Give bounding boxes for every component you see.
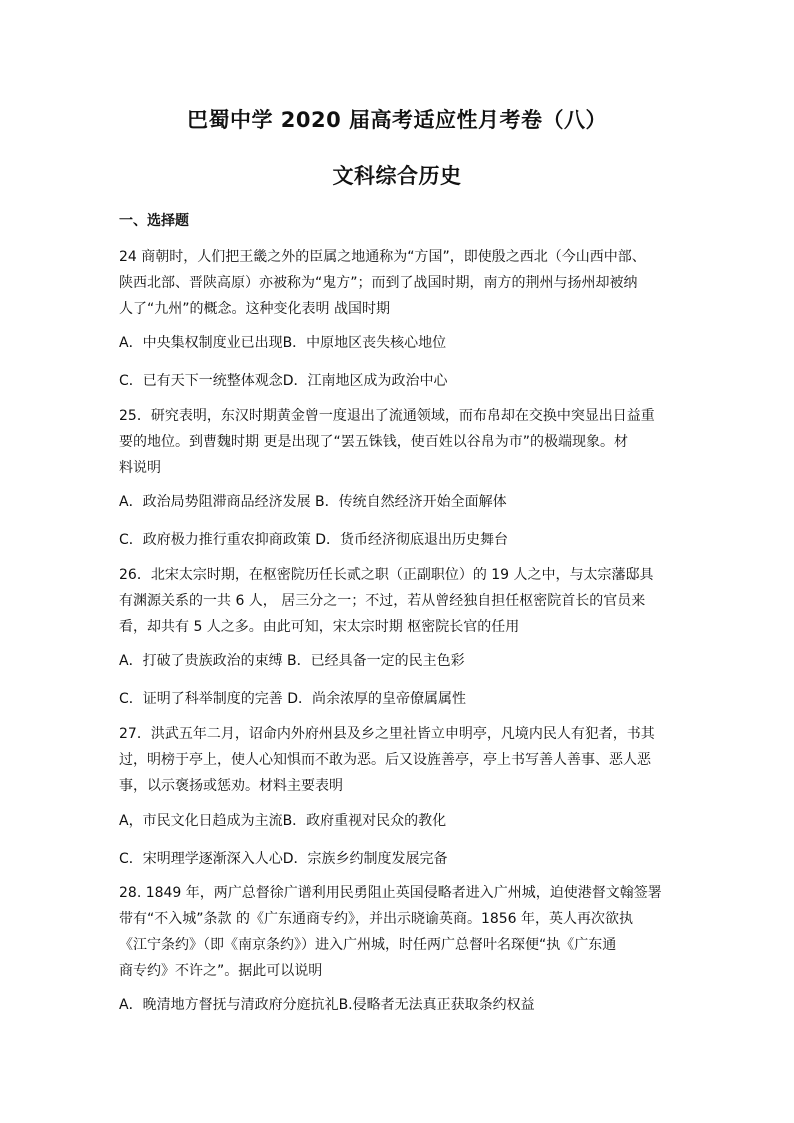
stem-line: 26．北宋太宗时期，在枢密院历任长贰之职（正副职位）的 19 人之中，与太宗藩邸具: [119, 567, 654, 583]
stem-line: 陕西北部、晋陕高原）亦被称为“鬼方”；而到了战国时期，南方的荆州与扬州却被纳: [119, 275, 638, 291]
stem-line: 人了“九州”的概念。这种变化表明 战国时期: [119, 301, 390, 317]
question-25-option-ab: A．政治局势阻滞商品经济发展 B．传统自然经济开始全面解体: [119, 494, 507, 510]
stem-line: 24 商朝时，人们把王畿之外的臣属之地通称为“方国”，即使殷之西北（今山西中部、: [119, 249, 646, 265]
stem-line: 25．研究表明，东汉时期黄金曾一度退出了流通领域，而布帛却在交换中突显出日益重: [119, 408, 655, 424]
stem-line: 有渊源关系的一共 6 人， 居三分之一；不过，若从曾经独自担任枢密院首长的官员来: [119, 593, 646, 609]
page-title: 巴蜀中学 2020 届高考适应性月考卷（八）: [186, 108, 608, 132]
question-26-stem: [119, 562, 684, 640]
stem-line: 过，明榜于亭上，使人心知惧而不敢为恶。后又设旌善亭，亭上书写善人善事、恶人恶: [119, 752, 651, 768]
question-24-option-cd: C．已有天下一统整体观念D．江南地区成为政治中心: [119, 373, 448, 389]
stem-line: 料说明: [119, 460, 161, 476]
stem-line: 要的地位。到曹魏时期 更是出现了“罢五铢钱，使百姓以谷帛为市”的极端现象。材: [119, 434, 628, 450]
stem-line: 27．洪武五年二月，诏命内外府州县及乡之里社皆立申明亭，凡境内民人有犯者，书其: [119, 726, 655, 742]
question-28-option-ab: A．晚清地方督抚与清政府分庭抗礼B.侵略者无法真正获取条约权益: [119, 997, 535, 1013]
question-25-stem: [119, 403, 684, 481]
question-27-stem: [119, 721, 684, 799]
question-26-option-cd: C．证明了科举制度的完善 D．尚余浓厚的皇帝僚属属性: [119, 691, 467, 707]
stem-line: 带有“不入城”条款 的《广东通商专约》，并出示晓谕英商。1856 年，英人再次欲执: [119, 911, 634, 927]
stem-line: 商专约》不许之”。据此可以说明: [119, 963, 323, 979]
question-27-option-cd: C．宋明理学逐渐深入人心D．宗族乡约制度发展完备: [119, 851, 448, 867]
stem-line: 事，以示褒扬或惩劝。材料主要表明: [119, 778, 343, 794]
question-24-option-ab: A．中央集权制度业已出现B．中原地区丧失核心地位: [119, 335, 447, 351]
page-subtitle: 文科综合历史: [332, 164, 462, 188]
question-27-option-ab: A，市民文化日趋成为主流B．政府重视对民众的教化: [119, 813, 447, 829]
question-28-stem: [119, 880, 684, 984]
section-heading: 一、选择题: [119, 213, 189, 229]
question-25-option-cd: C．政府极力推行重农抑商政策 D．货币经济彻底退出历史舞台: [119, 532, 509, 548]
question-26-option-ab: A．打破了贵族政治的束缚 B．已经具备一定的民主色彩: [119, 653, 465, 669]
question-24-stem: [119, 244, 684, 322]
stem-line: 看，却共有 5 人之多。由此可知，宋太宗时期 枢密院长官的任用: [119, 619, 520, 635]
stem-line: 《江宁条约》（即《南京条约》）进入广州城，时任两广总督叶名琛便“执《广东通: [119, 937, 617, 953]
stem-line: 28. 1849 年，两广总督徐广谱利用民勇阻止英国侵略者进入广州城，迫使港督文翰签署: [119, 885, 662, 901]
